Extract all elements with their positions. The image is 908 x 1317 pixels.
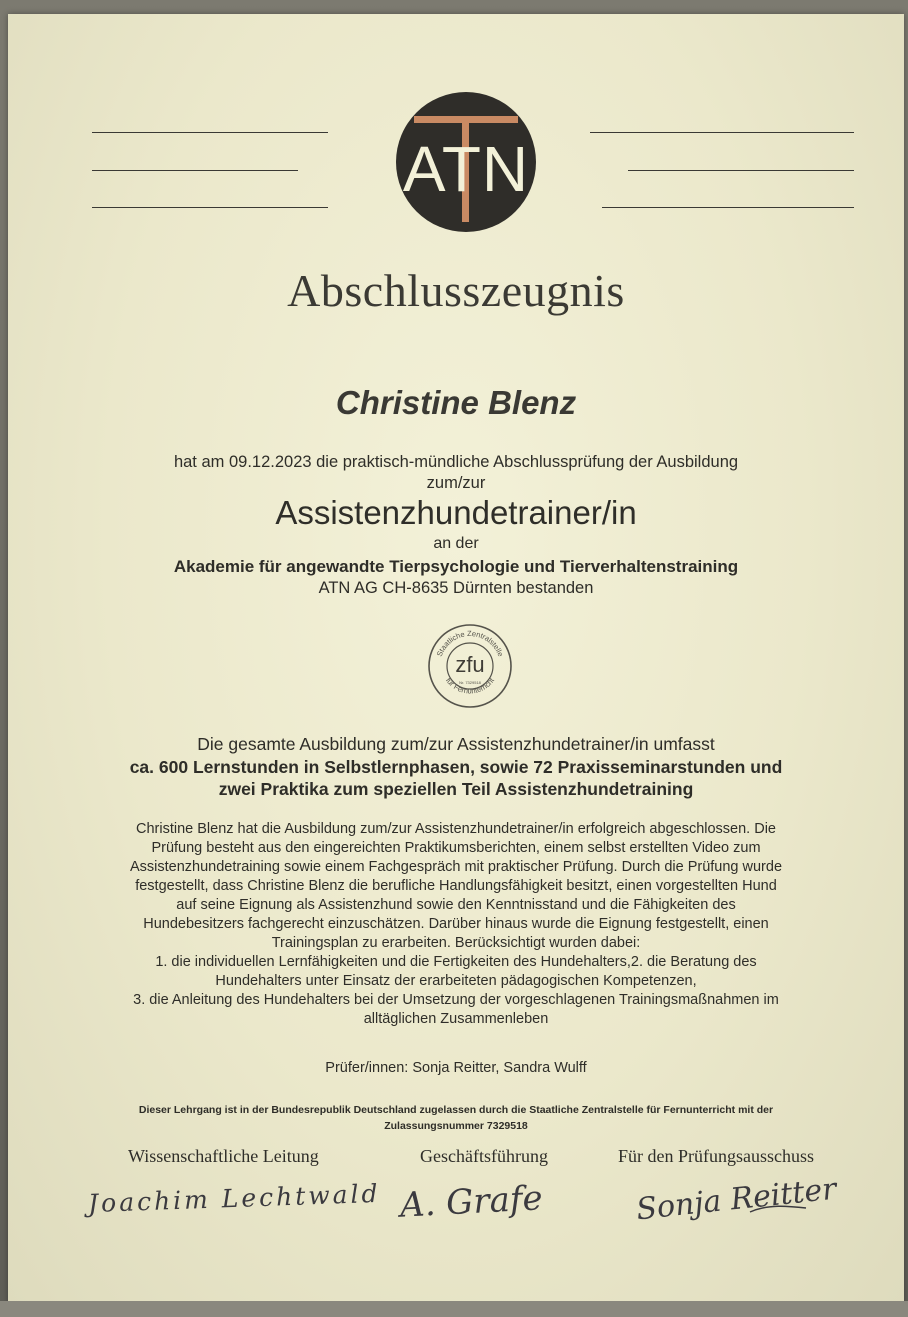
signature-label-management: Geschäftsführung (420, 1146, 548, 1166)
decorative-line (628, 170, 854, 171)
legal-line: Zulassungsnummer 7329518 (384, 1120, 528, 1132)
body-line: Christine Blenz hat die Ausbildung zum/zur Assistenzhundetrainer/in erfolgreich abgeschlossen. Die (136, 821, 776, 837)
scope-intro: Die gesamte Ausbildung zum/zur Assistenzhundetrainer/in umfasst (197, 734, 715, 754)
intro-line: zum/zur (426, 474, 486, 492)
body-line: Prüfung besteht aus den eingereichten Praktikumsberichten, einem selbst erstellten Video zum (151, 840, 761, 856)
signature-scientific: Joachim Lechtwald (87, 1178, 381, 1219)
decorative-line (92, 170, 298, 171)
body-line: Assistenzhundetraining sowie einem Fachgespräch mit praktischer Prüfung. Durch die Prüfung wurde (129, 859, 783, 875)
decorative-line (602, 207, 854, 208)
seal-center-text: zfu (455, 652, 485, 677)
body-line: Trainingsplan zu erarbeiten. Berücksichtigt wurden dabei: (271, 935, 641, 951)
body-line: auf seine Eignung als Assistenzhund sowie den Kenntnisstand und die Fähigkeiten des (176, 897, 736, 913)
intro-text (8, 452, 904, 494)
signature-label-committee: Für den Prüfungsausschuss (618, 1146, 814, 1166)
scope-detail-line: ca. 600 Lernstunden in Selbstlernphasen, sowie 72 Praxisseminarstunden und (129, 757, 783, 777)
logo-text: ATN (402, 133, 530, 205)
decorative-line (92, 207, 328, 208)
recipient-name: Christine Blenz (335, 384, 577, 421)
body-line: 3. die Anleitung des Hundehalters bei der Umsetzung der vorgeschlagenen Trainingsmaßnahmen im (133, 992, 779, 1008)
body-paragraph (108, 820, 804, 1029)
seal-small-text: Nr. 7329518 (459, 680, 481, 685)
signature-committee: Sonja Reitter (634, 1171, 839, 1228)
atn-logo (392, 92, 540, 232)
course-title: Assistenzhundetrainer/in (275, 494, 637, 531)
examiners: Prüfer/innen: Sonja Reitter, Sandra Wulff (325, 1060, 587, 1076)
intro-line: hat am 09.12.2023 die praktisch-mündliche Abschlussprüfung der Ausbildung (173, 453, 739, 471)
academy-address: ATN AG CH-8635 Dürnten bestanden (318, 579, 594, 597)
signature-flourish (748, 1200, 808, 1220)
table-edge (0, 1301, 908, 1317)
page-title: Abschlusszeugnis (287, 265, 625, 316)
signature-label-scientific: Wissenschaftliche Leitung (128, 1146, 319, 1166)
legal-line: Dieser Lehrgang ist in der Bundesrepublik Deutschland zugelassen durch die Staatliche Zentralstelle für Fernunterricht mit der (138, 1104, 774, 1116)
zfu-seal (426, 622, 514, 710)
scope-detail (8, 756, 904, 800)
body-line: 1. die individuellen Lernfähigkeiten und die Fertigkeiten des Hundehalters,2. die Beratung des (155, 954, 757, 970)
seal-ring-top: Staatliche Zentralstelle (434, 628, 506, 658)
academy-name: Akademie für angewandte Tierpsychologie und Tierverhaltenstraining (173, 557, 739, 576)
signature-management: A. Grafe (399, 1178, 544, 1226)
body-line: Hundehalters unter Einsatz der erarbeiteten pädagogischen Kompetenzen, (215, 973, 697, 989)
decorative-line (590, 132, 854, 133)
scope-detail-line: zwei Praktika zum speziellen Teil Assistenzhundetraining (218, 779, 694, 799)
body-line: alltäglichen Zusammenleben (363, 1011, 549, 1027)
body-line: Hundebesitzers fachgerecht einzuschätzen. Darüber hinaus wurde die Eignung festgestellt, einen (143, 916, 769, 932)
decorative-line (92, 132, 328, 133)
legal-notice (96, 1102, 816, 1134)
an-der-text: an der (433, 535, 479, 552)
certificate-paper (8, 14, 904, 1304)
seal-ring-bottom: für Fernunterricht (443, 676, 497, 696)
body-line: festgestellt, dass Christine Blenz die berufliche Handlungsfähigkeit besitzt, einen vorgestellten Hund (135, 878, 777, 894)
